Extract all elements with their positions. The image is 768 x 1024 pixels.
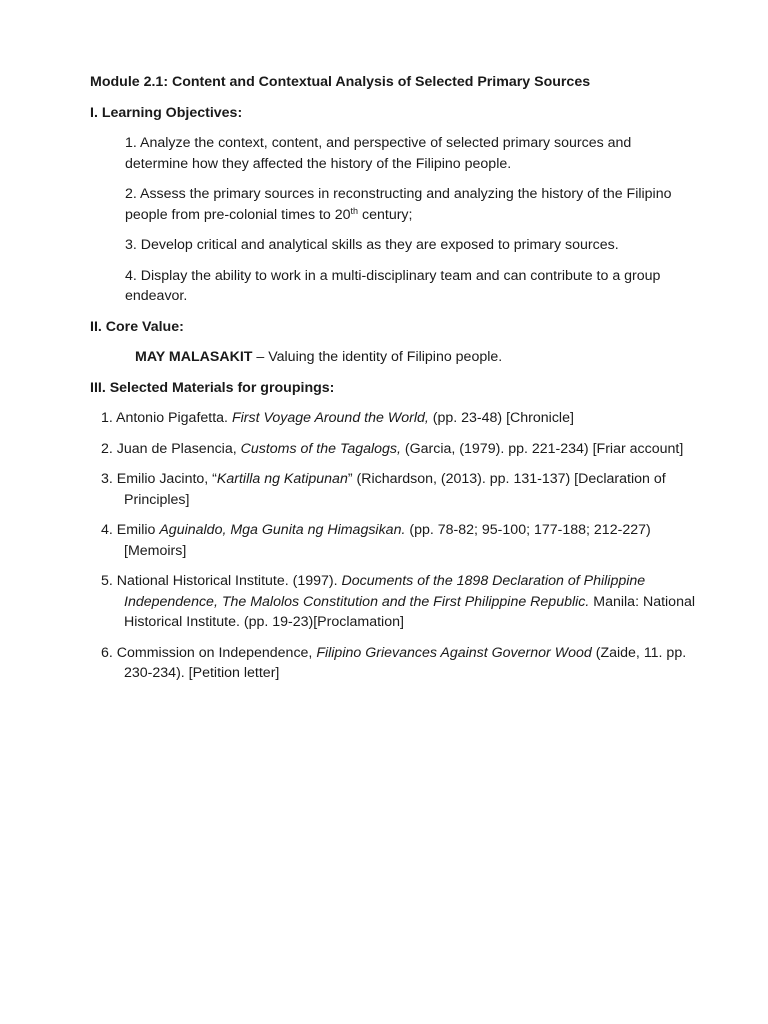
objective-item: 4. Display the ability to work in a multi-disciplinary team and can contribute to a group endeavor. — [125, 267, 661, 304]
material-title: Kartilla ng Katipunan — [216, 471, 348, 487]
material-item — [101, 520, 704, 561]
material-item — [101, 408, 704, 429]
learning-objectives-heading: I. Learning Objectives: — [90, 104, 243, 121]
material-item — [101, 643, 704, 684]
core-value-statement — [135, 347, 710, 368]
core-value-description: – Valuing the identity of Filipino people. — [252, 349, 503, 365]
material-author: 2. Juan de Plasencia, — [101, 440, 241, 457]
material-author: 4. Emilio — [101, 522, 160, 538]
objective-text-tail: century; — [358, 206, 413, 223]
material-details: ” (Richardson, (2013). pp. 131-137) [Declaration of Principles] — [124, 471, 666, 508]
material-title: Customs of the Tagalogs, — [240, 440, 401, 457]
materials-heading: III. Selected Materials for groupings: — [90, 379, 335, 396]
material-details: (Garcia, (1979). pp. 221-234) [Friar account] — [400, 440, 684, 457]
material-details: (pp. 23-48) [Chronicle] — [428, 410, 574, 426]
material-author: 3. Emilio Jacinto, “ — [101, 471, 217, 487]
objective-superscript: th — [350, 205, 359, 216]
core-value-section — [90, 317, 710, 368]
learning-objectives-section — [90, 103, 710, 307]
material-title: Aguinaldo, Mga Gunita ng Himagsikan. — [159, 522, 406, 538]
material-author: 6. Commission on Independence, — [101, 644, 317, 661]
material-title: First Voyage Around the World, — [231, 410, 429, 426]
material-details: (pp. 78-82; 95-100; 177-188; 212-227) [Memoirs] — [124, 522, 651, 559]
document-page — [90, 72, 710, 694]
material-item — [101, 439, 704, 460]
material-title: Documents of the 1898 Declaration of Philippine Independence, The Malolos Constitution and the First Philippine Republic. — [124, 573, 646, 610]
material-item — [101, 469, 704, 510]
core-value-heading: II. Core Value: — [90, 318, 184, 335]
material-item — [101, 571, 704, 633]
material-title: Filipino Grievances Against Governor Wood — [316, 644, 592, 661]
materials-section — [90, 378, 710, 684]
core-value-name: MAY MALASAKIT — [135, 349, 253, 365]
objective-item: 3. Develop critical and analytical skills as they are exposed to primary sources. — [125, 237, 619, 253]
objective-item: 1. Analyze the context, content, and perspective of selected primary sources and determine how they affected the history of the Filipino people. — [125, 135, 632, 172]
material-author: 5. National Historical Institute. (1997). — [101, 573, 342, 589]
material-author: 1. Antonio Pigafetta. — [101, 410, 232, 426]
objective-text: 2. Assess the primary sources in reconstructing and analyzing the history of the Filipino people from pre-colonial times to 20 — [125, 186, 672, 223]
material-details: Manila: National Historical Institute. (pp. 19-23)[Proclamation] — [124, 593, 696, 630]
module-title: Module 2.1: Content and Contextual Analysis of Selected Primary Sources — [90, 74, 591, 90]
material-details: (Zaide, 11. pp. 230-234). [Petition letter] — [124, 644, 687, 681]
objective-item — [125, 184, 685, 225]
